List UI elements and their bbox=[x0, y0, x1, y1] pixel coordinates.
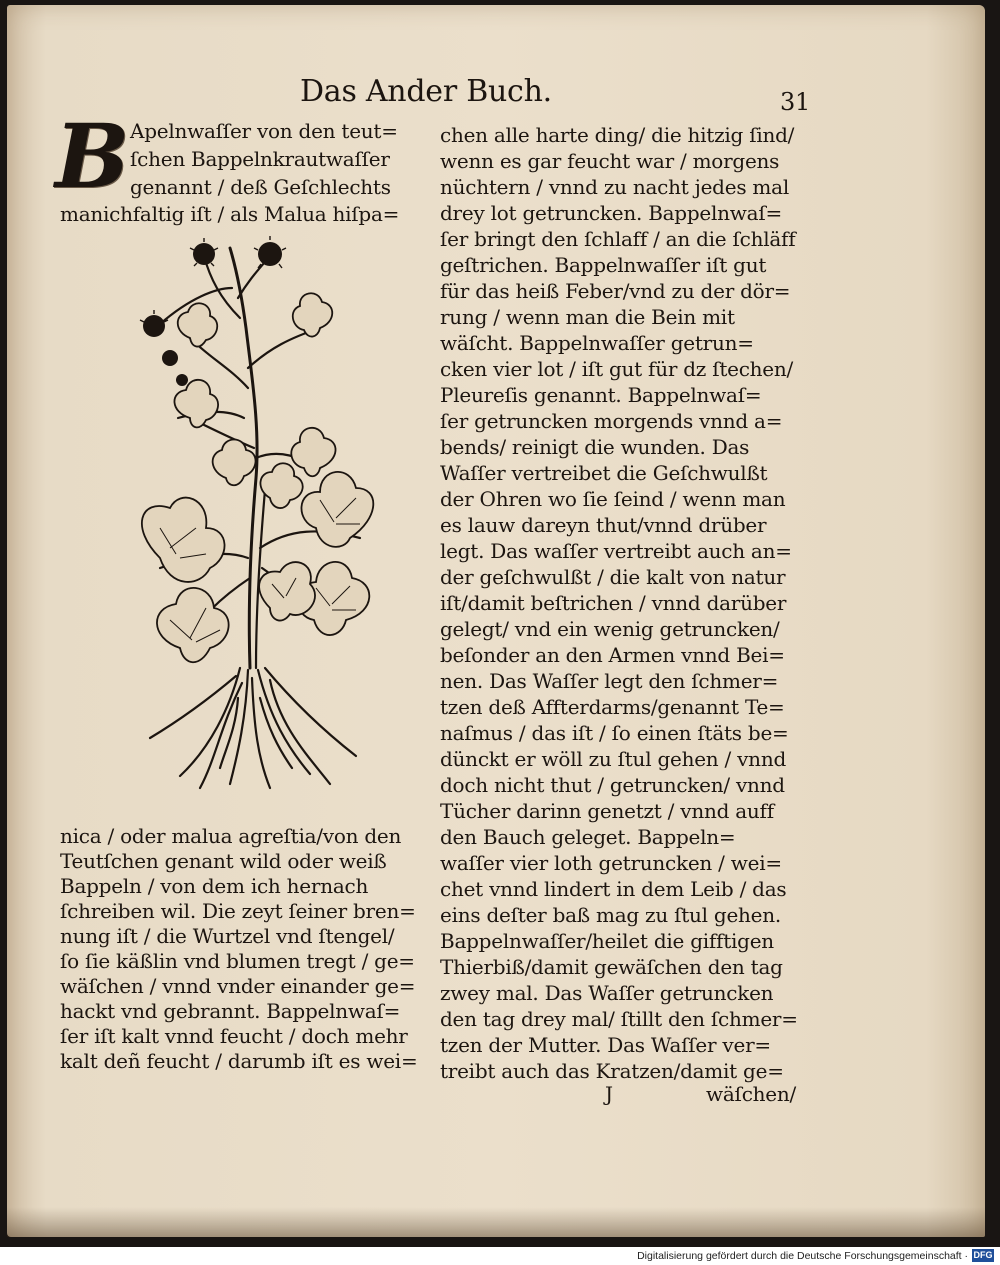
mallow-plant-woodcut bbox=[120, 228, 388, 794]
text-line: Pleureſis genannt. Bappelnwaſ= bbox=[440, 383, 762, 407]
text-line: naſmus / das iſt / ſo einen ſtäts be= bbox=[440, 721, 789, 745]
text-line: tzen der Mutter. Das Waſſer ver= bbox=[440, 1033, 771, 1057]
text-line: ſchen Bappelnkrautwaſſer bbox=[130, 147, 390, 171]
text-line: chet vnnd lindert in dem Leib / das bbox=[440, 877, 787, 901]
text-line: Teutſchen genant wild oder weiß bbox=[60, 849, 387, 873]
footer-credit: Digitalisierung gefördert durch die Deutsche Forschungsgemeinschaft · bbox=[637, 1250, 968, 1262]
text-line: legt. Das waſſer vertreibt auch an= bbox=[440, 539, 792, 563]
text-line: es lauw dareyn thut/vnnd drüber bbox=[440, 513, 767, 537]
page-edge-shadow bbox=[7, 1207, 985, 1237]
text-line: rung / wenn man die Bein mit bbox=[440, 305, 735, 329]
text-line: tzen deß Affterdarms/genannt Te= bbox=[440, 695, 785, 719]
text-line: wäſchen / vnnd vnder einander ge= bbox=[60, 974, 416, 998]
text-line: waſſer vier loth getruncken / wei= bbox=[440, 851, 782, 875]
text-line: ſchreiben wil. Die zeyt ſeiner bren= bbox=[60, 899, 416, 923]
text-line: dünckt er wöll zu ſtul gehen / vnnd bbox=[440, 747, 786, 771]
text-line: ſer getruncken morgends vnnd a= bbox=[440, 409, 783, 433]
text-line: nung iſt / die Wurtzel vnd ſtengel/ bbox=[60, 924, 395, 948]
text-line: iſt/damit beſtrichen / vnnd darüber bbox=[440, 591, 787, 615]
folio-number: 31 bbox=[780, 88, 811, 116]
text-line: für das heiß Feber/vnd zu der dör= bbox=[440, 279, 791, 303]
text-line: Bappelnwaſſer/heilet die gifftigen bbox=[440, 929, 774, 953]
text-line: geſtrichen. Bappelnwaſſer iſt gut bbox=[440, 253, 767, 277]
text-line: eins deſter baß mag zu ſtul gehen. bbox=[440, 903, 782, 927]
text-line: der Ohren wo ſie ſeind / wenn man bbox=[440, 487, 786, 511]
drop-cap-initial: B bbox=[55, 104, 130, 208]
text-line: wenn es gar feucht war / morgens bbox=[440, 149, 780, 173]
text-line: Waſſer vertreibet die Geſchwulßt bbox=[440, 461, 768, 485]
dfg-logo: DFG bbox=[973, 1250, 993, 1260]
text-line: drey lot getruncken. Bappelnwaſ= bbox=[440, 201, 782, 225]
text-line: gelegt/ vnd ein wenig getruncken/ bbox=[440, 617, 780, 641]
text-line: cken vier lot / iſt gut für dz ſtechen/ bbox=[440, 357, 794, 381]
text-line: Tücher darinn genetzt / vnnd auff bbox=[440, 799, 774, 823]
text-line: nüchtern / vnnd zu nacht jedes mal bbox=[440, 175, 789, 199]
text-line: ſer iſt kalt vnnd feucht / doch mehr bbox=[60, 1024, 408, 1048]
text-line: manichfaltig iſt / als Malua hiſpa= bbox=[60, 202, 400, 226]
text-line: Apelnwaſſer von den teut= bbox=[130, 119, 398, 143]
text-line: beſonder an den Armen vnnd Bei= bbox=[440, 643, 785, 667]
text-line: treibt auch das Kratzen/damit ge= bbox=[440, 1059, 784, 1083]
running-head: Das Ander Buch. bbox=[300, 74, 552, 109]
text-line: hackt vnd gebrannt. Bappelnwaſ= bbox=[60, 999, 401, 1023]
text-line: kalt deñ feucht / darumb iſt es wei= bbox=[60, 1049, 418, 1073]
text-line: den Bauch geleget. Bappeln= bbox=[440, 825, 736, 849]
text-line: wäſcht. Bappelnwaſſer getrun= bbox=[440, 331, 754, 355]
catchword: wäſchen/ bbox=[706, 1082, 796, 1106]
text-line: nica / oder malua agreſtia/von den bbox=[60, 824, 402, 848]
text-line: den tag drey mal/ ſtillt den ſchmer= bbox=[440, 1007, 798, 1031]
catchword-signature: J bbox=[605, 1082, 613, 1106]
text-line: doch nicht thut / getruncken/ vnnd bbox=[440, 773, 785, 797]
text-line: der geſchwulßt / die kalt von natur bbox=[440, 565, 786, 589]
text-line: chen alle harte ding/ die hitzig ſind/ bbox=[440, 123, 795, 147]
text-line: zwey mal. Das Waſſer getruncken bbox=[440, 981, 774, 1005]
text-line: Bappeln / von dem ich hernach bbox=[60, 874, 369, 898]
text-line: Thierbiß/damit gewäſchen den tag bbox=[440, 955, 783, 979]
text-line: genannt / deß Geſchlechts bbox=[130, 175, 391, 199]
text-line: bends/ reinigt die wunden. Das bbox=[440, 435, 750, 459]
text-line: nen. Das Waſſer legt den ſchmer= bbox=[440, 669, 779, 693]
text-line: ſo ſie käßlin vnd blumen tregt / ge= bbox=[60, 949, 415, 973]
text-line: ſer bringt den ſchlaff / an die ſchläff bbox=[440, 227, 796, 251]
